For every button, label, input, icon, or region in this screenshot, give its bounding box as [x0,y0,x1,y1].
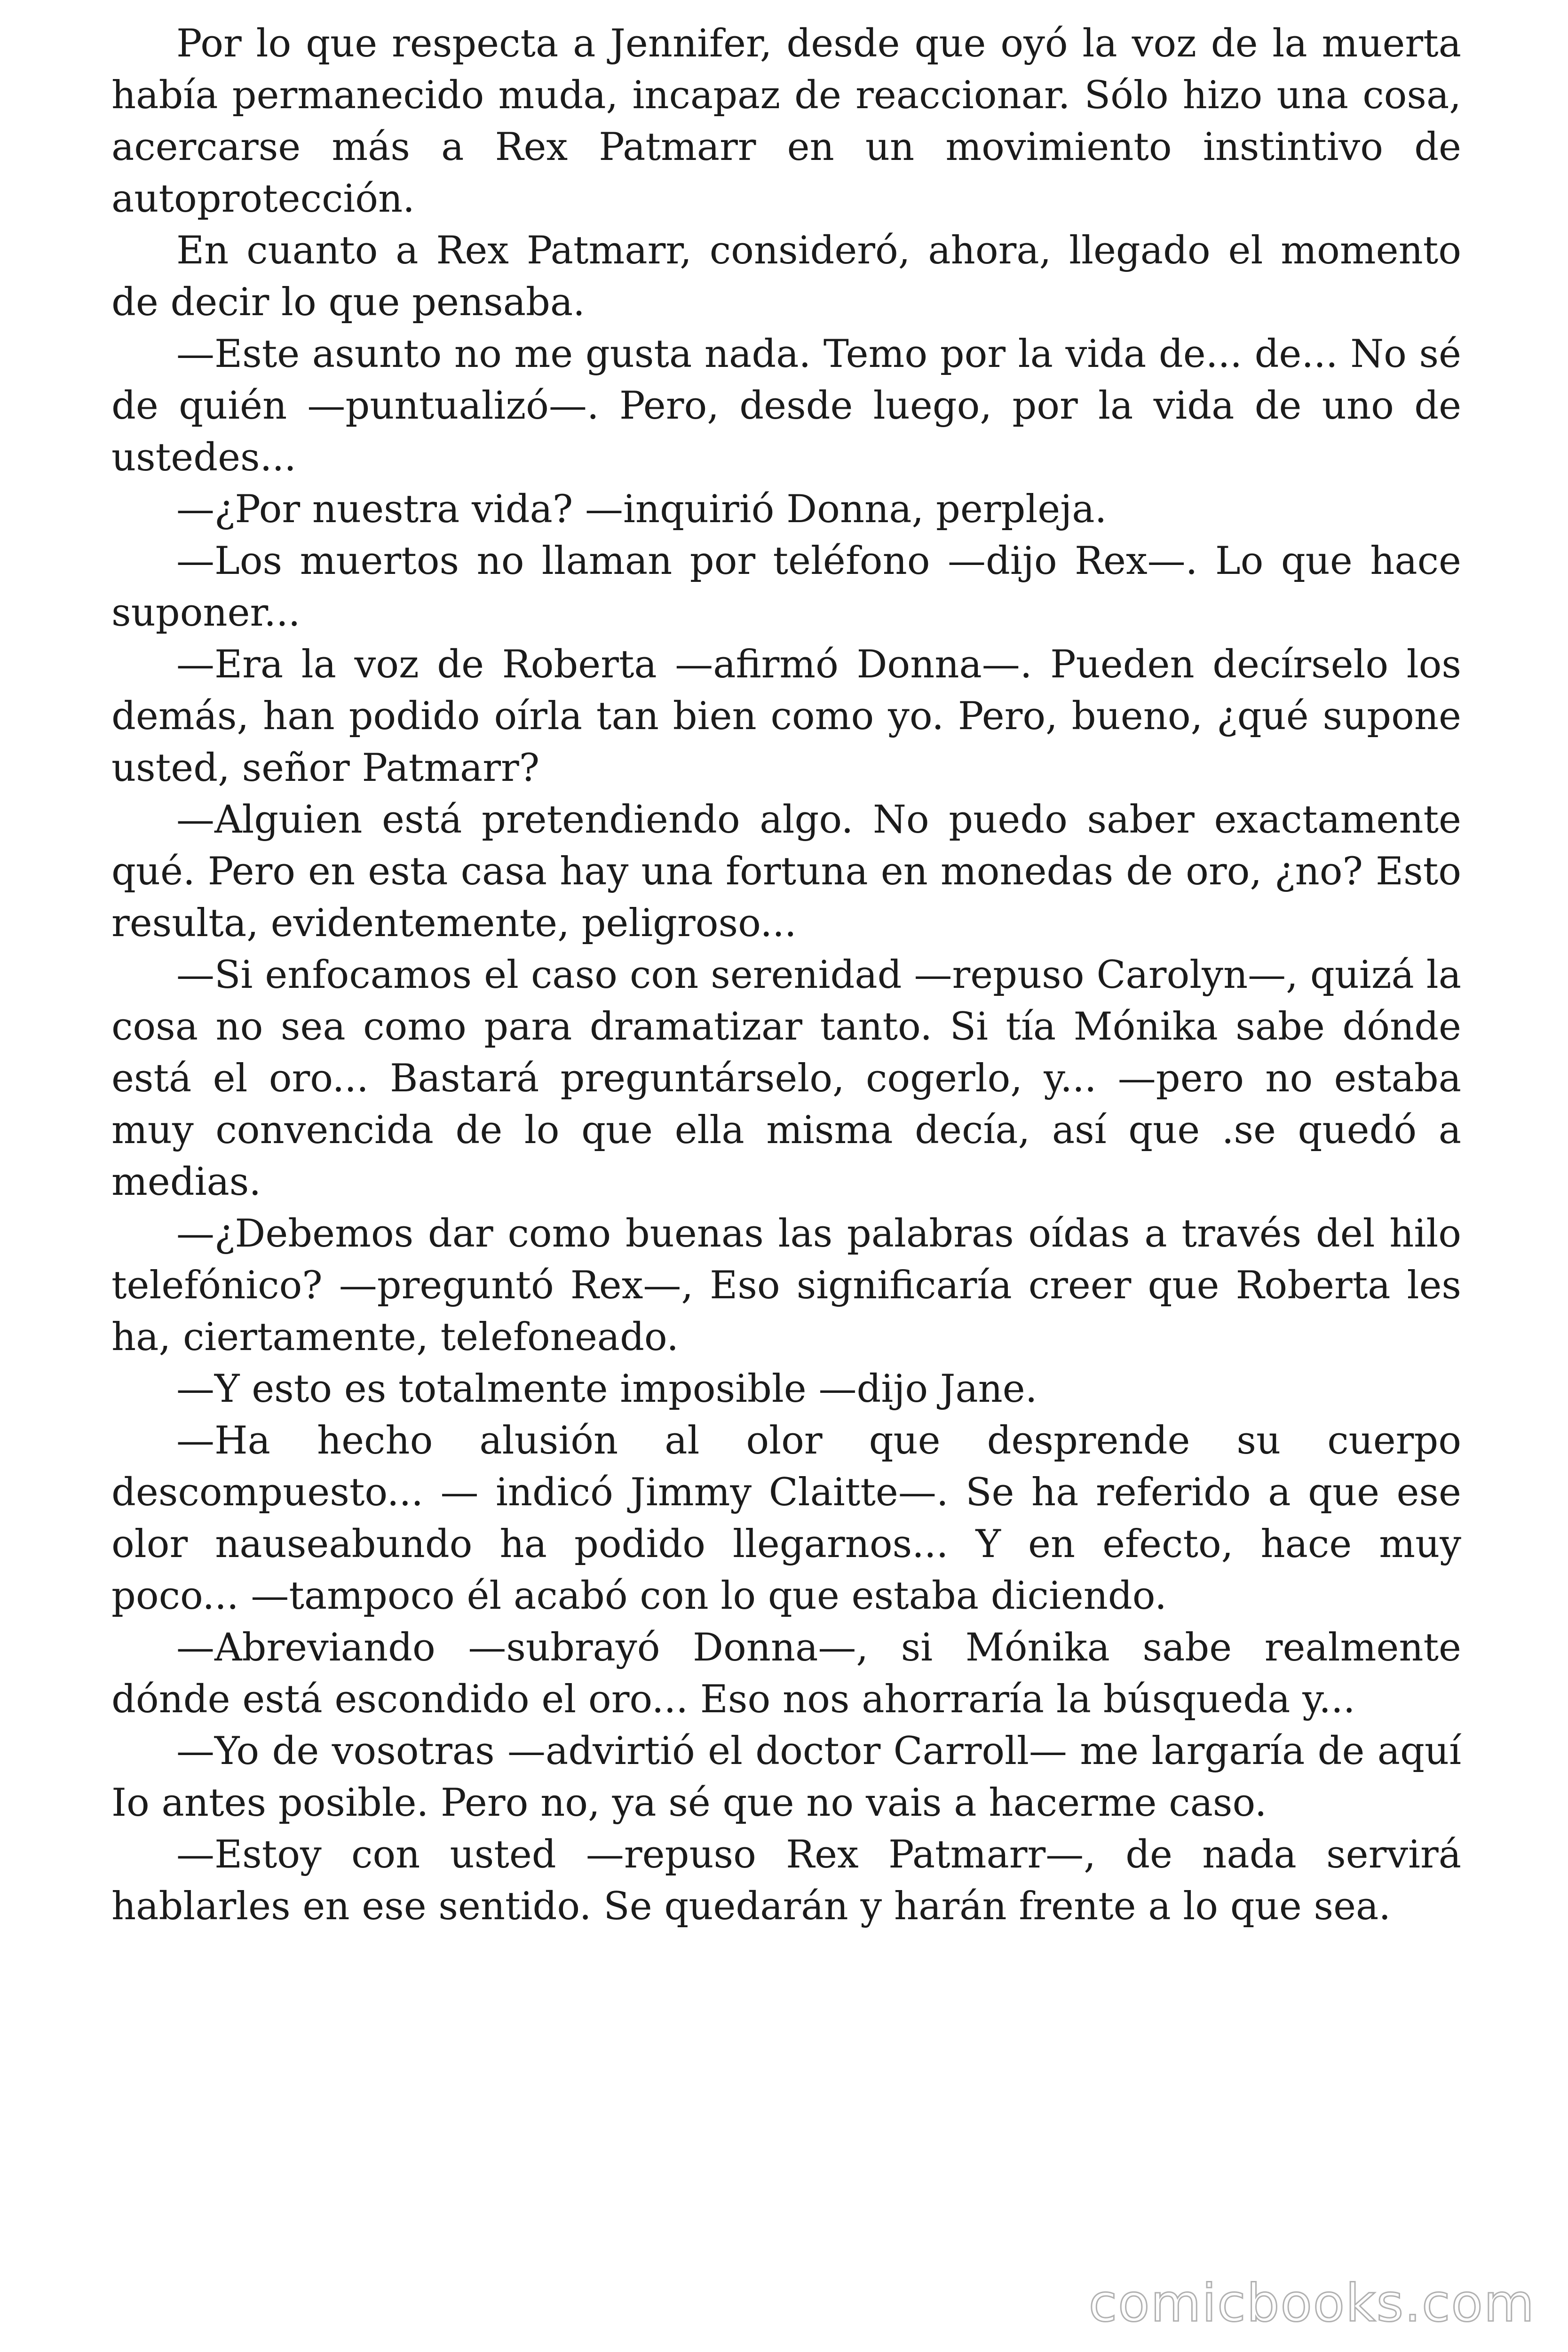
paragraph: —Alguien está pretendiendo algo. No puedo saber exactamente qué. Pero en esta casa hay una fortuna en monedas de oro, ¿no? Esto resulta, evidentemente, peligroso... [111,798,1461,946]
paragraph: —¿Debemos dar como buenas las palabras oídas a través del hilo telefónico? —preguntó Rex—, Eso significaría creer que Roberta les ha, ciertamente, telefoneado. [111,1212,1461,1359]
paragraph: —Estoy con usted —repuso Rex Patmarr—, de nada servirá hablarles en ese sentido. Se quedarán y harán frente a lo que sea. [111,1833,1461,1929]
paragraph: —Abreviando —subrayó Donna—, si Mónika sabe realmente dónde está escondido el oro... Eso nos ahorraría la búsqueda y... [111,1626,1461,1722]
paragraph: —Era la voz de Roberta —afirmó Donna—. Pueden decírselo los demás, han podido oírla tan bien como yo. Pero, bueno, ¿qué supone usted, señor Patmarr? [111,643,1461,790]
paragraph: —Yo de vosotras —advirtió el doctor Carroll— me largaría de aquí Io antes posible. Pero no, ya sé que no vais a hacerme caso. [111,1729,1461,1825]
paragraph: —¿Por nuestra vida? —inquirió Donna, perpleja. [176,487,1107,532]
paragraph: —Este asunto no me gusta nada. Temo por la vida de... de... No sé de quién —puntualizó—. Pero, desde luego, por la vida de uno de ustedes... [111,332,1461,480]
paragraph: Por lo que respecta a Jennifer, desde que oyó la voz de la muerta había permanecido muda, incapaz de reaccionar. Sólo hizo una cosa, acercarse más a Rex Patmarr en un movimiento instintivo de autoprotección. [111,22,1461,221]
paragraph: —Los muertos no llaman por teléfono —dijo Rex—. Lo que hace suponer... [111,539,1461,635]
paragraph: En cuanto a Rex Patmarr, consideró, ahora, llegado el momento de decir lo que pensaba. [111,229,1461,325]
watermark: comicbooks.com [1088,2273,1535,2333]
paragraph: —Ha hecho alusión al olor que desprende su cuerpo descompuesto... — indicó Jimmy Claitte—. Se ha referido a que ese olor nauseabundo ha podido llegarnos... Y en efecto, hace muy poco... —tampoco él acabó con lo que estaba diciendo. [111,1419,1461,1618]
paragraph: —Si enfocamos el caso con serenidad —repuso Carolyn—, quizá la cosa no sea como para dramatizar tanto. Si tía Mónika sabe dónde está el oro... Bastará preguntárselo, cogerlo, y... —pero no estaba muy convencida de lo que ella misma decía, así que .se quedó a medias. [111,953,1461,1204]
body-text [111,18,1461,1932]
paragraph: —Y esto es totalmente imposible —dijo Jane. [176,1367,1037,1411]
